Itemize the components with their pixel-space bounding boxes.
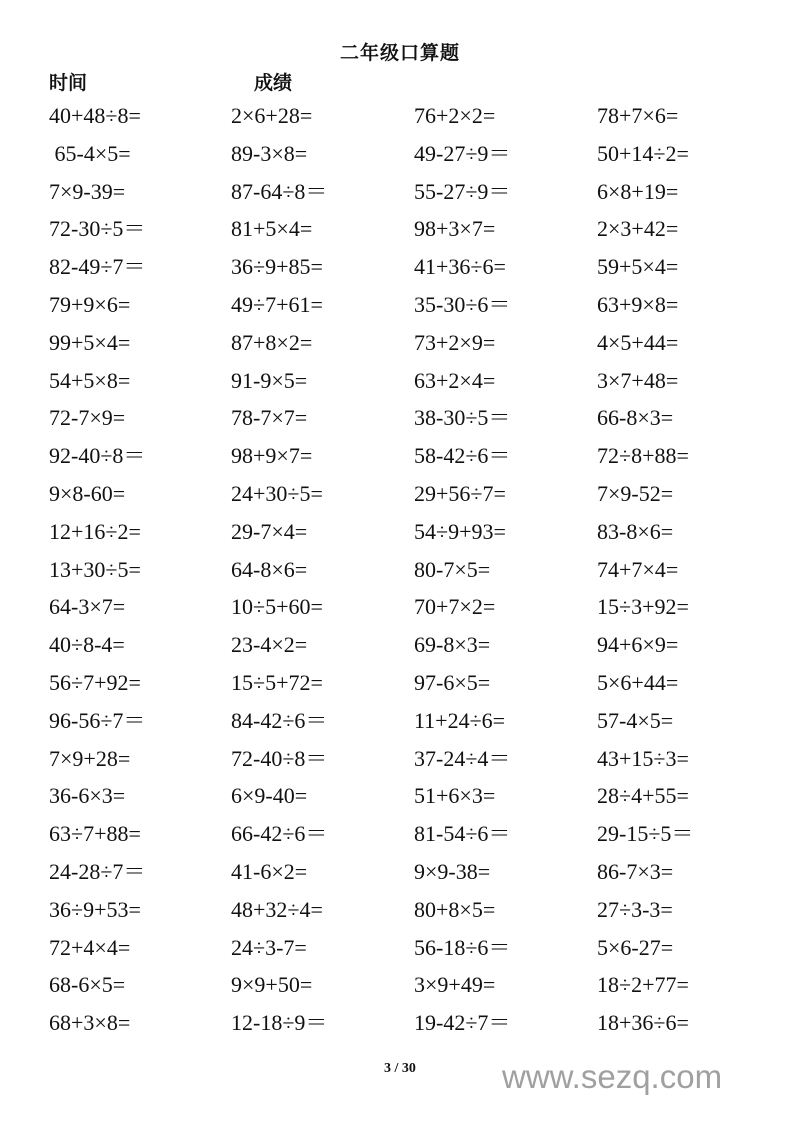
math-problem: 63+2×4= <box>414 367 496 393</box>
math-problem: 38-30÷5＝ <box>414 405 511 431</box>
math-problem: 36÷9+53= <box>49 896 141 922</box>
math-problem: 7×9-39= <box>49 178 126 204</box>
math-problem: 81+5×4= <box>231 216 313 242</box>
math-problem: 6×9-40= <box>231 783 308 809</box>
math-problem: 7×9-52= <box>597 480 674 506</box>
worksheet-title: 二年级口算题 <box>339 43 460 64</box>
math-problem: 5×6-27= <box>597 934 674 960</box>
math-problem: 83-8×6= <box>597 518 674 544</box>
problem-row <box>0 932 800 970</box>
math-problem: 15÷3+92= <box>597 594 689 620</box>
problem-row <box>0 478 800 516</box>
math-problem: 63÷7+88= <box>49 821 141 847</box>
math-problem: 4×5+44= <box>597 329 679 355</box>
math-problem: 55-27÷9＝ <box>414 178 511 204</box>
math-problem: 80+8×5= <box>414 896 496 922</box>
math-problem: 92-40÷8＝ <box>49 443 146 469</box>
math-problem: 11+24÷6= <box>414 707 506 733</box>
math-problem: 66-8×3= <box>597 405 674 431</box>
problem-row <box>0 629 800 667</box>
problem-row <box>0 516 800 554</box>
problem-row <box>0 667 800 705</box>
math-problem: 91-9×5= <box>231 367 308 393</box>
math-problem: 96-56÷7＝ <box>49 707 146 733</box>
math-problem: 97-6×5= <box>414 669 491 695</box>
math-problem: 81-54÷6＝ <box>414 821 511 847</box>
problem-grid <box>0 100 800 1045</box>
math-problem: 36-6×3= <box>49 783 126 809</box>
math-problem: 5×6+44= <box>597 669 679 695</box>
math-problem: 40+48÷8= <box>49 103 141 128</box>
math-problem: 23-4×2= <box>231 632 308 658</box>
problem-row <box>0 894 800 932</box>
math-problem: 50+14÷2= <box>597 140 689 166</box>
math-problem: 99+5×4= <box>49 329 131 355</box>
math-problem: 80-7×5= <box>414 556 491 582</box>
problem-row <box>0 554 800 592</box>
math-problem: 59+5×4= <box>597 254 679 280</box>
math-problem: 70+7×2= <box>414 594 496 620</box>
math-problem: 6×8+19= <box>597 178 679 204</box>
problem-row <box>0 289 800 327</box>
math-problem: 7×9+28= <box>49 745 131 771</box>
problem-row <box>0 138 800 176</box>
math-problem: 13+30÷5= <box>49 556 141 582</box>
problem-row <box>0 365 800 403</box>
math-problem: 24÷3-7= <box>231 934 307 960</box>
math-problem: 66-42÷6＝ <box>231 821 328 847</box>
math-problem: 27÷3-3= <box>597 896 673 922</box>
math-problem: 69-8×3= <box>414 632 491 658</box>
math-problem: 79+9×6= <box>49 291 131 317</box>
math-problem: 58-42÷6＝ <box>414 443 511 469</box>
math-problem: 98+3×7= <box>414 216 496 242</box>
problem-row <box>0 213 800 251</box>
math-problem: 51+6×3= <box>414 783 496 809</box>
math-problem: 15÷5+72= <box>231 669 323 695</box>
time-label: 时间 <box>49 73 88 94</box>
math-problem: 72-7×9= <box>49 405 126 431</box>
math-problem: 49÷7+61= <box>231 291 323 317</box>
problem-row <box>0 327 800 365</box>
problem-row <box>0 440 800 478</box>
problem-row <box>0 969 800 1007</box>
math-problem: 72-30÷5＝ <box>49 216 146 242</box>
problem-row <box>0 1007 800 1045</box>
math-problem: 12-18÷9＝ <box>231 1010 328 1036</box>
problem-row <box>0 591 800 629</box>
math-problem: 68-6×5= <box>49 972 126 998</box>
math-problem: 28÷4+55= <box>597 783 689 809</box>
math-problem: 54÷9+93= <box>414 518 506 544</box>
problem-row <box>0 100 800 138</box>
math-problem: 56-18÷6＝ <box>414 934 511 960</box>
math-problem: 57-4×5= <box>597 707 674 733</box>
problem-row <box>0 856 800 894</box>
math-problem: 84-42÷6＝ <box>231 707 328 733</box>
math-problem: 72+4×4= <box>49 934 131 960</box>
math-problem: 37-24÷4＝ <box>414 745 511 771</box>
page-number: 3 / 30 <box>384 1061 416 1076</box>
problem-row <box>0 402 800 440</box>
math-problem: 29-15÷5＝ <box>597 821 694 847</box>
score-label: 成绩 <box>254 73 293 94</box>
math-problem: 56÷7+92= <box>49 669 141 695</box>
math-problem: 86-7×3= <box>597 858 674 884</box>
math-problem: 41-6×2= <box>231 858 308 884</box>
math-problem: 82-49÷7＝ <box>49 254 146 280</box>
math-problem: 41+36÷6= <box>414 254 506 280</box>
math-problem: 9×9+50= <box>231 972 313 998</box>
math-problem: 29-7×4= <box>231 518 308 544</box>
math-problem: 18+36÷6= <box>597 1010 689 1036</box>
math-problem: 35-30÷6＝ <box>414 291 511 317</box>
problem-row <box>0 743 800 781</box>
math-problem: 87+8×2= <box>231 329 313 355</box>
math-problem: 73+2×9= <box>414 329 496 355</box>
math-problem: 98+9×7= <box>231 443 313 469</box>
watermark: www.sezq.com <box>502 1058 723 1095</box>
math-problem: 76+2×2= <box>414 103 496 128</box>
math-problem: 9×8-60= <box>49 480 126 506</box>
math-problem: 48+32÷4= <box>231 896 323 922</box>
math-problem: 3×7+48= <box>597 367 679 393</box>
math-problem: 12+16÷2= <box>49 518 141 544</box>
math-problem: 68+3×8= <box>49 1010 131 1036</box>
math-problem: 78+7×6= <box>597 103 679 128</box>
math-problem: 78-7×7= <box>231 405 308 431</box>
problem-row <box>0 705 800 743</box>
math-problem: 24-28÷7＝ <box>49 858 146 884</box>
math-problem: 64-3×7= <box>49 594 126 620</box>
math-problem: 19-42÷7＝ <box>414 1010 511 1036</box>
math-problem: 94+6×9= <box>597 632 679 658</box>
math-problem: 65-4×5= <box>49 140 131 166</box>
math-problem: 36÷9+85= <box>231 254 323 280</box>
math-problem: 24+30÷5= <box>231 480 323 506</box>
math-problem: 89-3×8= <box>231 140 308 166</box>
math-problem: 63+9×8= <box>597 291 679 317</box>
math-problem: 64-8×6= <box>231 556 308 582</box>
math-problem: 29+56÷7= <box>414 480 506 506</box>
math-problem: 72-40÷8＝ <box>231 745 328 771</box>
math-problem: 43+15÷3= <box>597 745 689 771</box>
math-problem: 40÷8-4= <box>49 632 125 658</box>
math-problem: 74+7×4= <box>597 556 679 582</box>
problem-row <box>0 818 800 856</box>
math-problem: 3×9+49= <box>414 972 496 998</box>
problem-row <box>0 780 800 818</box>
math-problem: 9×9-38= <box>414 858 491 884</box>
math-problem: 18÷2+77= <box>597 972 689 998</box>
math-problem: 72÷8+88= <box>597 443 689 469</box>
math-problem: 49-27÷9＝ <box>414 140 511 166</box>
problem-row <box>0 176 800 214</box>
problem-row <box>0 251 800 289</box>
math-problem: 2×6+28= <box>231 103 313 128</box>
math-problem: 87-64÷8＝ <box>231 178 328 204</box>
math-problem: 54+5×8= <box>49 367 131 393</box>
math-problem: 2×3+42= <box>597 216 679 242</box>
math-problem: 10÷5+60= <box>231 594 323 620</box>
